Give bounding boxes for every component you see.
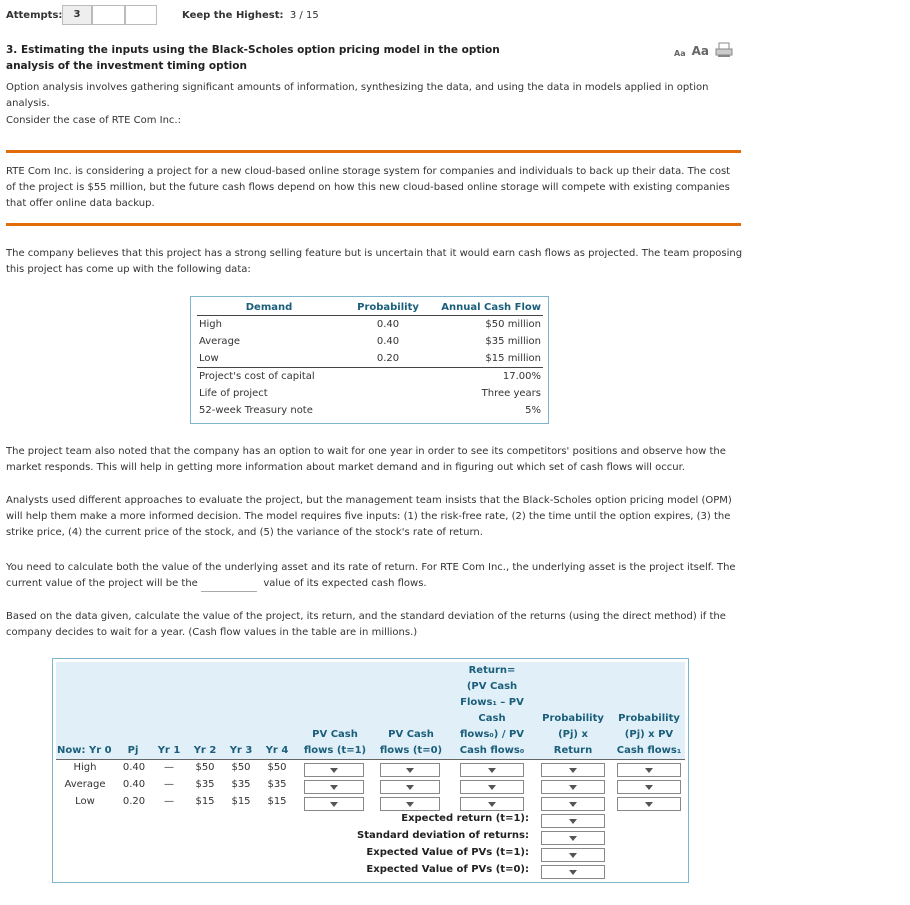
- pv-t0-dropdown[interactable]: [380, 780, 440, 794]
- table-row: Low 0.20 $15 million: [199, 353, 541, 364]
- col-prob-pv: Probability (Pj) x PV Cash flows₁: [616, 713, 682, 756]
- table-row: Project's cost of capital 17.00%: [197, 368, 543, 386]
- project-data-intro: The company believes that this project has a strong selling feature but is uncertain that it would earn cash flows as projected. The team proposing this project has come up with the following data:: [6, 248, 743, 275]
- row-probability: 0.20: [122, 796, 146, 807]
- attempts-label: Attempts:: [6, 10, 63, 21]
- table-row: 52-week Treasury note 5%: [199, 405, 541, 416]
- keep-highest: Keep the Highest: 3 / 15: [182, 10, 319, 21]
- ev-pv-t0-label: Expected Value of PVs (t=0):: [366, 864, 529, 875]
- pv-t1-dropdown[interactable]: [304, 780, 364, 794]
- pv-t0-dropdown[interactable]: [380, 797, 440, 811]
- wait-option-paragraph: The project team also noted that the company has an option to wait for one year in order to see its competitors' positions and observe how the market responds. This will help in getting more information about market demand and in figuring out which set of cash flows will occur.: [6, 446, 726, 473]
- return-dropdown[interactable]: [460, 763, 524, 777]
- row-yr4: $50: [267, 762, 287, 773]
- return-dropdown[interactable]: [460, 797, 524, 811]
- prob-return-dropdown[interactable]: [541, 763, 605, 777]
- pv-t1-dropdown[interactable]: [304, 797, 364, 811]
- col-pj: Pj: [127, 745, 139, 756]
- table-row: Average 0.40 $35 million: [199, 336, 541, 347]
- ev-pv-t1-label: Expected Value of PVs (t=1):: [366, 847, 529, 858]
- header-divider: [56, 759, 685, 760]
- text-tools: [674, 42, 733, 58]
- std-dev-dropdown[interactable]: [541, 831, 605, 845]
- col-yr3: Yr 3: [229, 745, 253, 756]
- project-data-table: [190, 296, 549, 424]
- prob-pv-dropdown[interactable]: [617, 763, 681, 777]
- col-yr4: Yr 4: [265, 745, 289, 756]
- pv-t0-dropdown[interactable]: [380, 763, 440, 777]
- row-yr2: $15: [195, 796, 215, 807]
- attempt-slot: [125, 5, 157, 25]
- prob-pv-dropdown[interactable]: [617, 780, 681, 794]
- col-return: Return= (PV Cash Flows₁ – PV Cash flows₀) / PV Cash flows₀: [459, 665, 525, 756]
- keep-highest-value: 3 / 15: [289, 10, 319, 21]
- underlying-asset-paragraph: You need to calculate both the value of the underlying asset and its rate of return. For RTE Com Inc., the underlying asset is the project itself. The current value of the project will be the value of its expected cash flows.: [6, 560, 741, 592]
- case-intro: Consider the case of RTE Com Inc.:: [6, 115, 181, 126]
- intro-paragraph: Option analysis involves gathering significant amounts of information, synthesizing the data, and using the data in models applied in option analysis.: [6, 82, 709, 109]
- col-annual-cash-flow: Annual Cash Flow: [435, 299, 543, 316]
- std-dev-label: Standard deviation of returns:: [357, 830, 529, 841]
- case-description: RTE Com Inc. is considering a project for a new cloud-based online storage system for companies and individuals to back up their data. The cost of the project is $55 million, but the future cash flows depend on how this new cloud-based online storage will compete with existing companies that offer online data backup.: [6, 166, 731, 209]
- instructions-paragraph: Based on the data given, calculate the value of the project, its return, and the standard deviation of the returns (using the direct method) if the company decides to wait for a year. (Cash flow values in the table are in millions.): [6, 611, 726, 638]
- col-yr2: Yr 2: [193, 745, 217, 756]
- col-yr1: Yr 1: [157, 745, 181, 756]
- row-yr3: $50: [231, 762, 251, 773]
- print-icon[interactable]: [715, 42, 733, 58]
- col-prob-return: Probability (Pj) x Return: [542, 713, 604, 756]
- ev-pv-t1-dropdown[interactable]: [541, 848, 605, 862]
- blank-dropdown[interactable]: [201, 581, 257, 592]
- col-pv-t0: PV Cash flows (t=0): [379, 729, 443, 756]
- row-label: High: [73, 762, 97, 773]
- pv-t1-dropdown[interactable]: [304, 763, 364, 777]
- col-now: Now: Yr 0: [57, 745, 112, 756]
- font-decrease-button[interactable]: Aa: [674, 49, 686, 58]
- divider: [6, 150, 741, 153]
- opm-paragraph: Analysts used different approaches to evaluate the project, but the management team insists that the Black-Scholes option pricing model (OPM) will help them make a more informed decision. The model requires five inputs: (1) the risk-free rate, (2) the time until the option expires, (3) the strike price, (4) the current price of the stock, and (5) the variance of the stock's rate of return.: [6, 495, 732, 538]
- row-probability: 0.40: [122, 762, 146, 773]
- calculation-table: [52, 658, 689, 883]
- divider: [6, 223, 741, 226]
- row-yr3: $35: [231, 779, 251, 790]
- prob-pv-dropdown[interactable]: [617, 797, 681, 811]
- row-yr2: $35: [195, 779, 215, 790]
- row-yr3: $15: [231, 796, 251, 807]
- row-yr4: $35: [267, 779, 287, 790]
- row-label: Low: [75, 796, 95, 807]
- prob-return-dropdown[interactable]: [541, 780, 605, 794]
- col-pv-t1: PV Cash flows (t=1): [303, 729, 367, 756]
- row-yr4: $15: [267, 796, 287, 807]
- col-probability: Probability: [341, 299, 435, 316]
- attempt-slot: [92, 5, 125, 25]
- attempts-count: 3: [62, 5, 92, 25]
- question-title: 3. Estimating the inputs using the Black-Scholes option pricing model in the option analysis of the investment timing option: [6, 44, 500, 72]
- row-yr1: —: [164, 779, 174, 790]
- table-row: High 0.40 $50 million: [199, 319, 541, 330]
- prob-return-dropdown[interactable]: [541, 797, 605, 811]
- col-demand: Demand: [197, 299, 341, 316]
- expected-return-dropdown[interactable]: [541, 814, 605, 828]
- row-yr1: —: [164, 796, 174, 807]
- font-increase-button[interactable]: Aa: [691, 44, 709, 58]
- row-label: Average: [64, 779, 106, 790]
- row-probability: 0.40: [122, 779, 146, 790]
- table-row: Life of project Three years: [199, 388, 541, 399]
- expected-return-label: Expected return (t=1):: [401, 813, 529, 824]
- row-yr2: $50: [195, 762, 215, 773]
- ev-pv-t0-dropdown[interactable]: [541, 865, 605, 879]
- row-yr1: —: [164, 762, 174, 773]
- return-dropdown[interactable]: [460, 780, 524, 794]
